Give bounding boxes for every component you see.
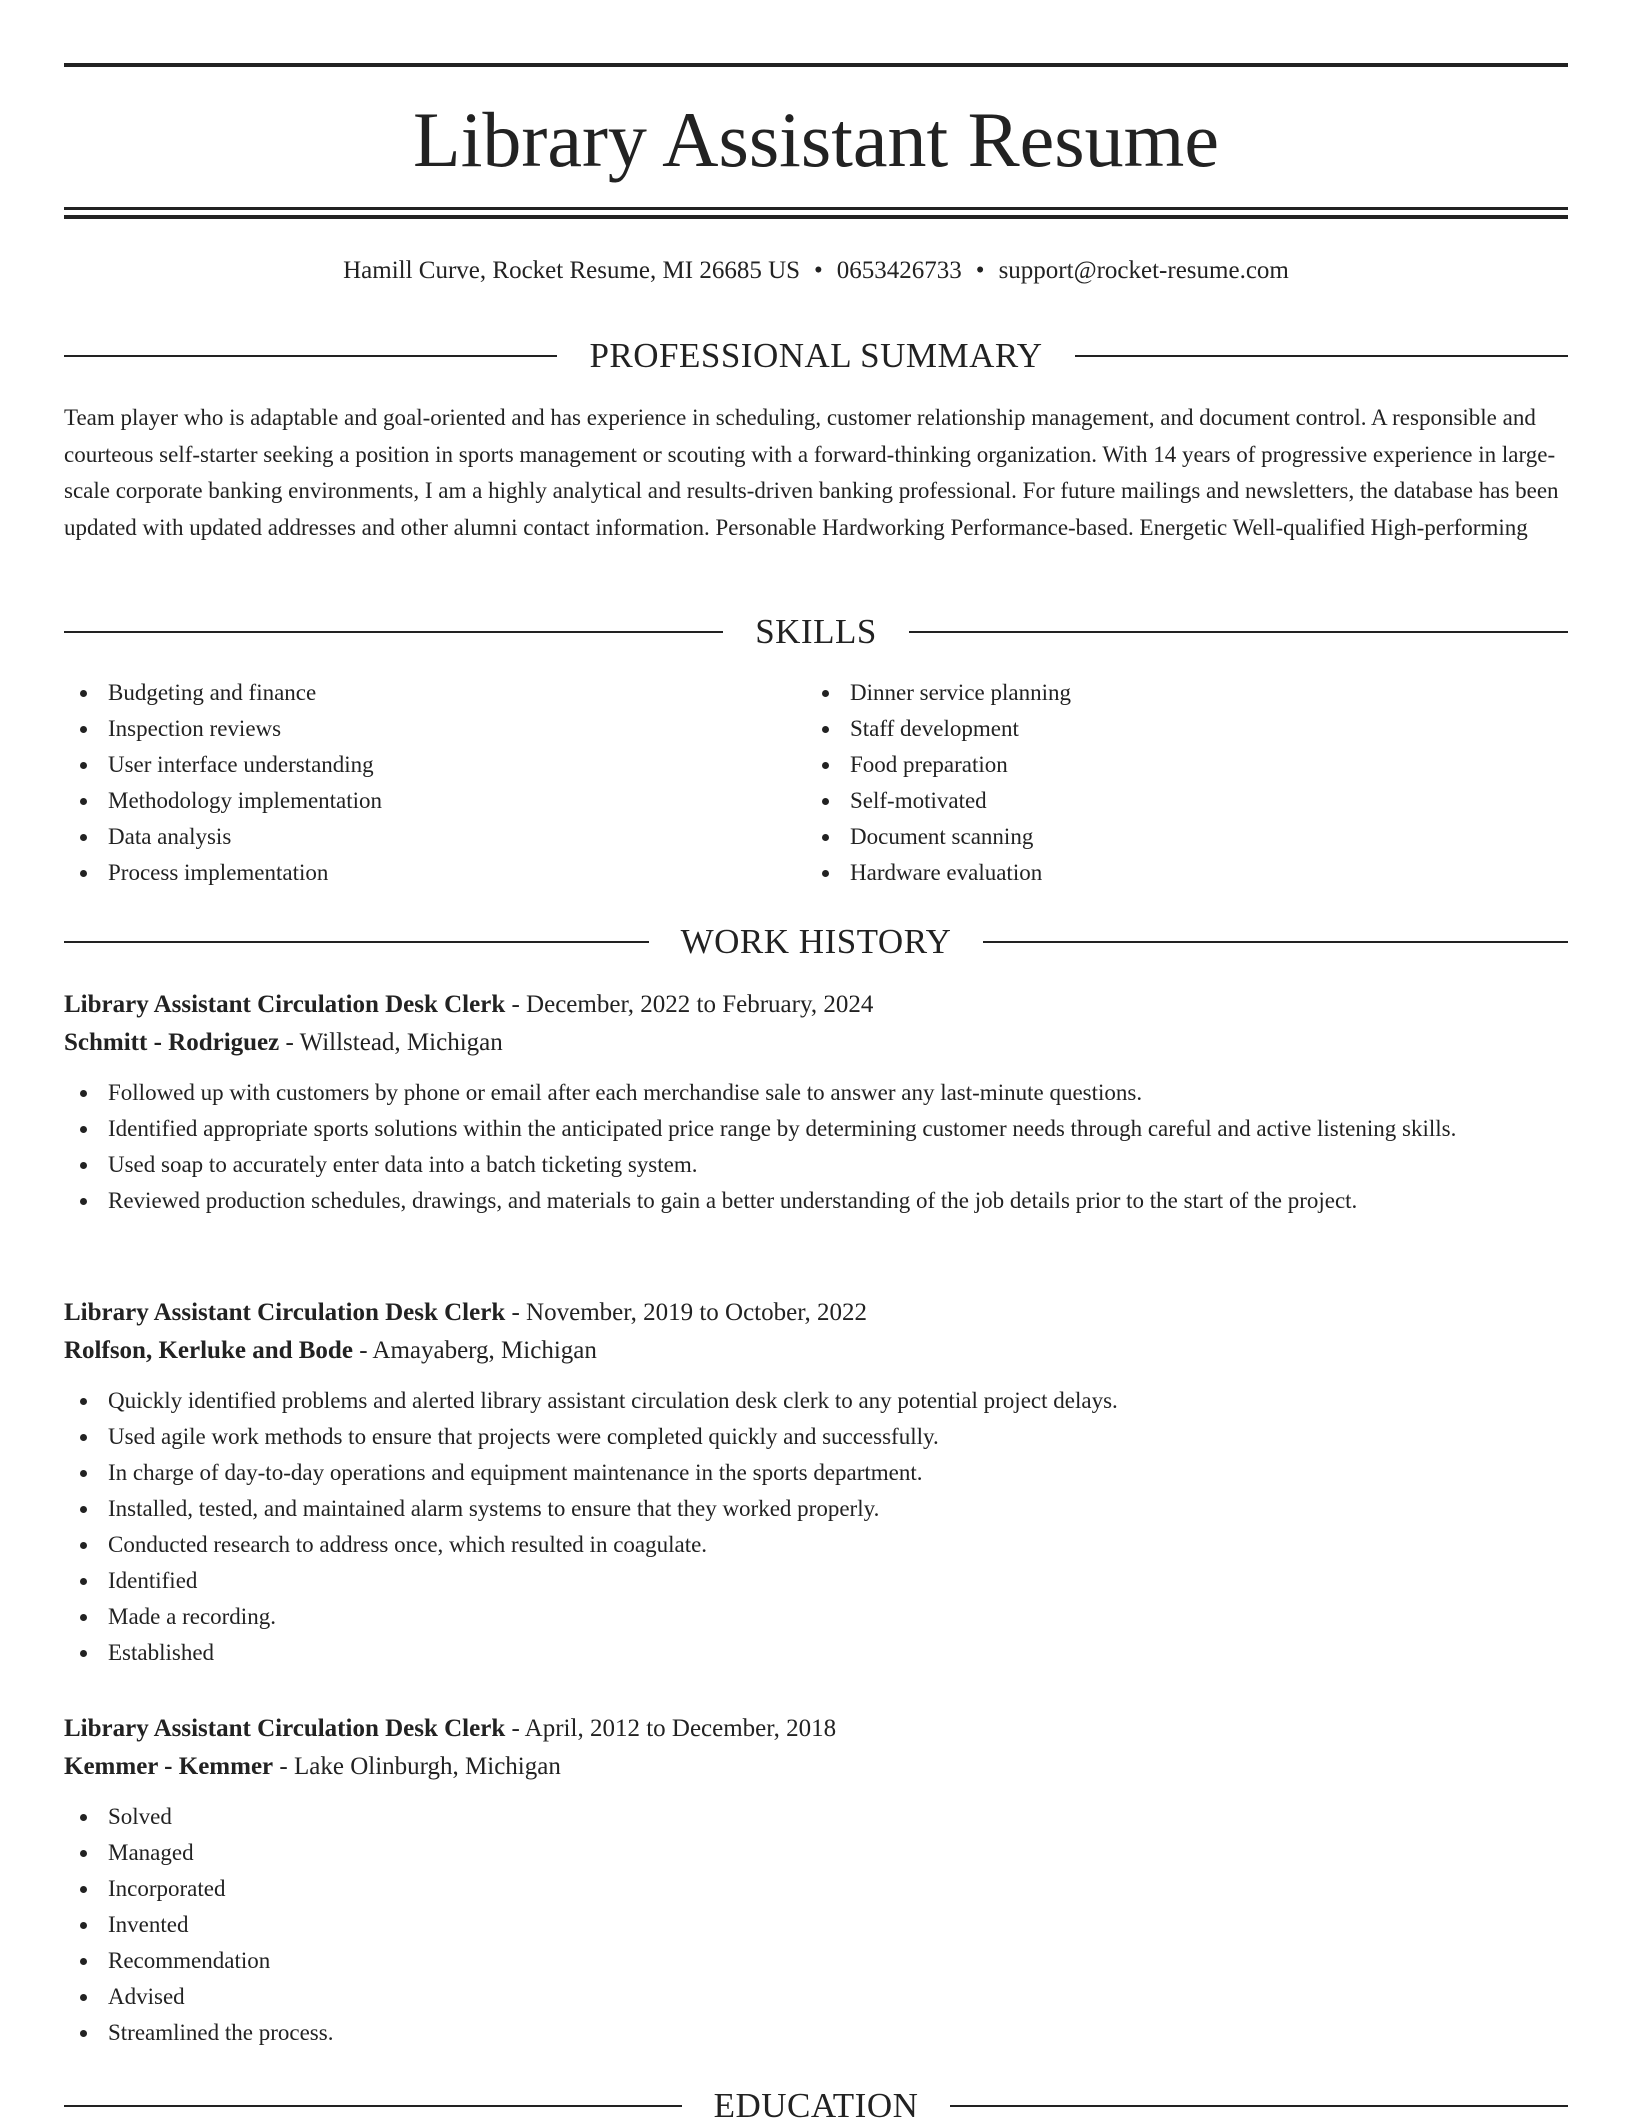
job-title-line (64, 1710, 1568, 1748)
heading-rule (64, 2105, 682, 2107)
job-bullet: Advised (64, 1979, 1568, 2015)
skill-item: Dinner service planning (806, 675, 1506, 711)
job-bullet: Reviewed production schedules, drawings, and materials to gain a better understanding of the job details prior to the start of the project. (64, 1183, 1568, 1219)
job-entry (64, 986, 1568, 1219)
skills-list-right (806, 675, 1506, 891)
page-title: Library Assistant Resume (413, 96, 1219, 183)
section-title: SKILLS (755, 612, 877, 651)
job-company: Rolfson, Kerluke and Bode (64, 1337, 353, 1364)
job-bullet: Used agile work methods to ensure that projects were completed quickly and successfully. (64, 1419, 1568, 1455)
job-bullet: Conducted research to address once, which resulted in coagulate. (64, 1527, 1568, 1563)
job-bullet: Used soap to accurately enter data into a batch ticketing system. (64, 1147, 1568, 1183)
section-title: EDUCATION (713, 2086, 919, 2125)
contact-line (64, 255, 1568, 287)
contact-separator: • (814, 257, 823, 284)
contact-email: support@rocket-resume.com (998, 257, 1289, 284)
job-company-line (64, 1024, 1568, 1062)
job-company-line (64, 1748, 1568, 1786)
job-bullet: Identified appropriate sports solutions within the anticipated price range by determining customer needs through careful and active listening skills. (64, 1111, 1568, 1147)
job-title-line (64, 986, 1568, 1024)
job-bullet: Identified (64, 1563, 1568, 1599)
job-bullet: Incorporated (64, 1871, 1568, 1907)
heading-rule (909, 631, 1568, 633)
job-bullet: Followed up with customers by phone or email after each merchandise sale to answer any last-minute questions. (64, 1075, 1568, 1111)
heading-rule (64, 355, 557, 357)
job-title: Library Assistant Circulation Desk Clerk (64, 1715, 506, 1742)
job-company: Schmitt - Rodriguez (64, 1029, 280, 1056)
skill-item: Process implementation (64, 855, 764, 891)
job-entry (64, 1294, 1568, 1671)
skill-item: Methodology implementation (64, 783, 764, 819)
job-bullet: In charge of day-to-day operations and equipment maintenance in the sports department. (64, 1455, 1568, 1491)
heading-rule (983, 941, 1568, 943)
job-bullet: Made a recording. (64, 1599, 1568, 1635)
summary-text: Team player who is adaptable and goal-oriented and has experience in scheduling, customer relationship management, and document control. A responsible and courteous self-starter seeking a position in sports management or scouting with a forward-thinking organization. With 14 years of progressive experience in large-scale corporate banking environments, I am a highly analytical and results-driven banking professional. For future mailings and newsletters, the database has been updated with updated addresses and other alumni contact information. Personable Hardworking Performance-based. Energetic Well-qualified High-performing (64, 405, 1559, 540)
skill-item: Hardware evaluation (806, 855, 1506, 891)
job-title-line (64, 1294, 1568, 1332)
skill-item: Document scanning (806, 819, 1506, 855)
skill-item: Budgeting and finance (64, 675, 764, 711)
job-bullet: Installed, tested, and maintained alarm systems to ensure that they worked properly. (64, 1491, 1568, 1527)
heading-rule (1075, 355, 1568, 357)
section-heading-work (64, 920, 1568, 964)
contact-address: Hamill Curve, Rocket Resume, MI 26685 US (343, 257, 801, 284)
job-location: - Lake Olinburgh, Michigan (273, 1753, 561, 1780)
job-dates: - April, 2012 to December, 2018 (505, 1715, 837, 1742)
title-rule-lower (64, 215, 1568, 219)
section-title: WORK HISTORY (680, 922, 952, 961)
job-bullet: Solved (64, 1799, 1568, 1835)
heading-rule (950, 2105, 1568, 2107)
section-title: PROFESSIONAL SUMMARY (589, 336, 1043, 375)
job-company-line (64, 1332, 1568, 1370)
job-location: - Willstead, Michigan (279, 1029, 503, 1056)
skill-item: User interface understanding (64, 747, 764, 783)
skills-list-left (64, 675, 764, 891)
contact-phone: 0653426733 (836, 257, 962, 284)
job-location: - Amayaberg, Michigan (352, 1337, 597, 1364)
title-rule-upper (64, 207, 1568, 210)
section-heading-summary (64, 334, 1568, 378)
job-bullets (64, 1075, 1568, 1219)
section-heading-skills (64, 610, 1568, 654)
job-bullet: Managed (64, 1835, 1568, 1871)
job-bullet: Invented (64, 1907, 1568, 1943)
contact-separator: • (975, 257, 985, 284)
skill-item: Food preparation (806, 747, 1506, 783)
heading-rule (64, 941, 649, 943)
job-bullet: Quickly identified problems and alerted library assistant circulation desk clerk to any potential project delays. (64, 1383, 1568, 1419)
top-rule (64, 63, 1568, 67)
job-bullet: Established (64, 1635, 1568, 1671)
skill-item: Data analysis (64, 819, 764, 855)
job-bullet: Streamlined the process. (64, 2015, 1568, 2051)
job-bullets (64, 1383, 1568, 1671)
skill-item: Inspection reviews (64, 711, 764, 747)
section-heading-education (64, 2084, 1568, 2128)
job-entry (64, 1710, 1568, 2051)
heading-rule (64, 631, 723, 633)
job-dates: - November, 2019 to October, 2022 (505, 1299, 868, 1326)
skill-item: Self-motivated (806, 783, 1506, 819)
job-bullet: Recommendation (64, 1943, 1568, 1979)
job-dates: - December, 2022 to February, 2024 (505, 991, 874, 1018)
job-title: Library Assistant Circulation Desk Clerk (64, 1299, 506, 1326)
skill-item: Staff development (806, 711, 1506, 747)
job-title: Library Assistant Circulation Desk Clerk (64, 991, 506, 1018)
job-bullets (64, 1799, 1568, 2051)
job-company: Kemmer - Kemmer (64, 1753, 274, 1780)
